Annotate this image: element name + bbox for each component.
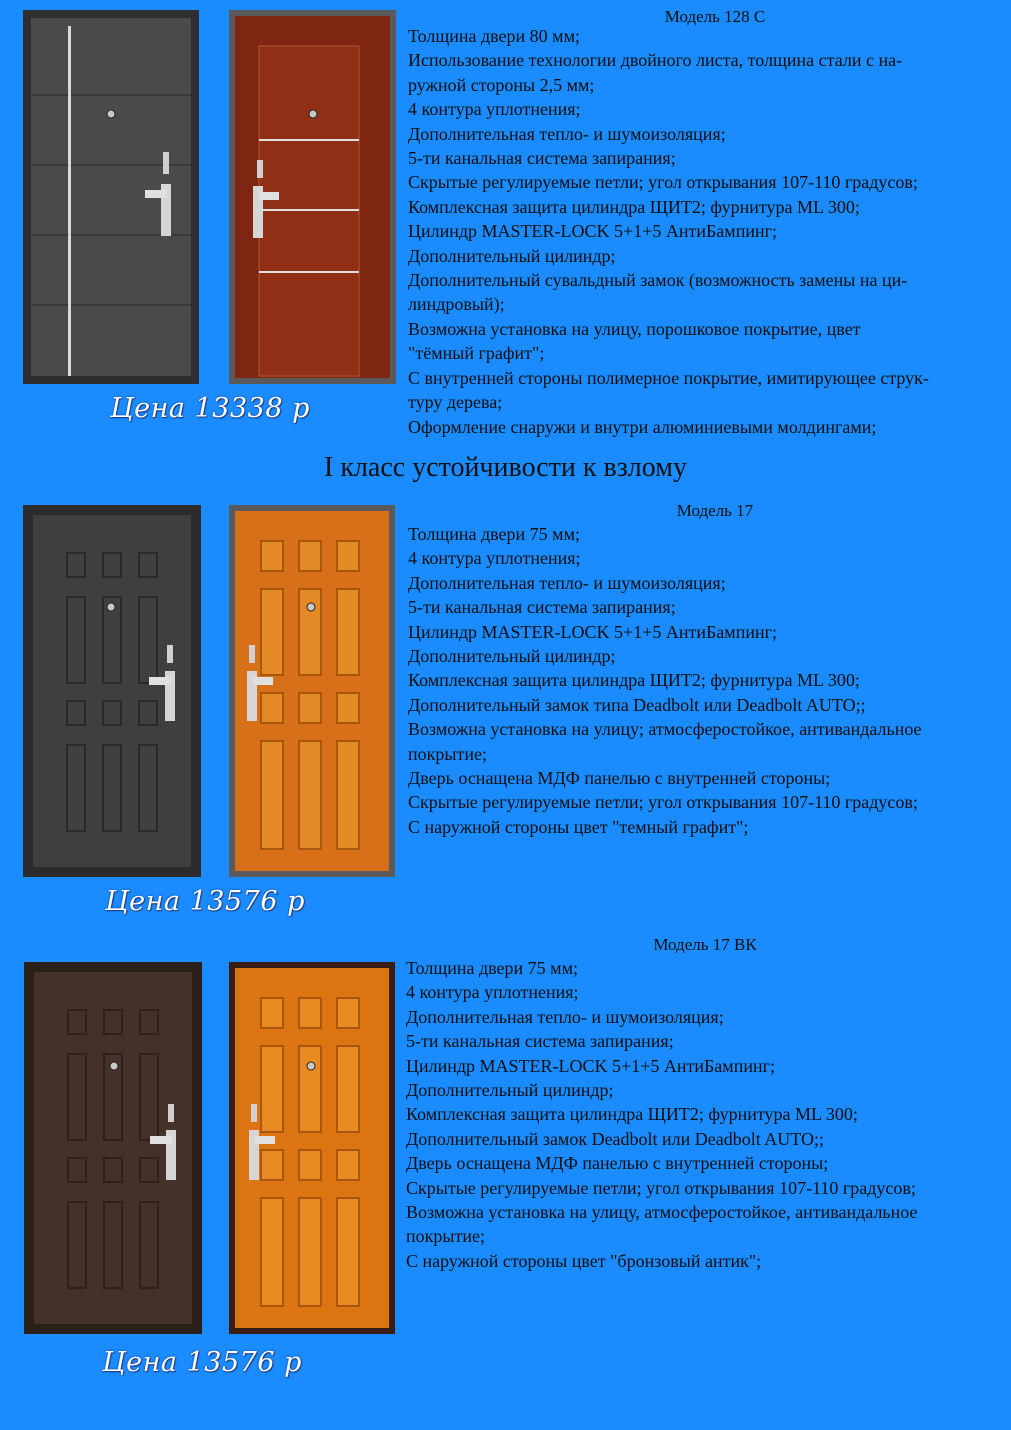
spec-line: 4 контура уплотнения; (408, 99, 581, 120)
spec-line: Цилиндр MASTER-LOCK 5+1+5 АнтиБампинг; (406, 1055, 775, 1076)
spec-line: покрытие; (406, 1226, 485, 1247)
model-title: Модель 17 ВК (653, 935, 757, 954)
price-label: Цена 13576 р (105, 886, 305, 917)
spec-line: Возможна установка на улицу, порошковое покрытие, цвет (408, 318, 861, 339)
spec-line: Дополнительный замок типа Deadbolt или Deadbolt AUTO;; (408, 694, 866, 715)
spec-line: ружной стороны 2,5 мм; (408, 74, 595, 95)
door-17vk-exterior (24, 962, 202, 1334)
spec-line: покрытие; (408, 743, 487, 764)
spec-list (408, 522, 1008, 839)
door-17-exterior (23, 505, 201, 877)
spec-line: С наружной стороны цвет "бронзовый антик"; (406, 1250, 762, 1271)
spec-line: 4 контура уплотнения; (406, 982, 579, 1003)
price-label: Цена 13338 р (110, 393, 310, 424)
spec-line: "тёмный графит"; (408, 343, 545, 364)
spec-line: Цилиндр MASTER-LOCK 5+1+5 АнтиБампинг; (408, 621, 777, 642)
spec-line: Толщина двери 75 мм; (406, 958, 578, 978)
spec-list (406, 956, 1006, 1273)
resistance-class-heading: I класс устойчивости к взлому (324, 452, 687, 483)
door-17vk-interior (229, 962, 395, 1334)
spec-line: Комплексная защита цилиндра ЩИТ2; фурнитура ML 300; (408, 670, 860, 691)
spec-line: Дополнительная тепло- и шумоизоляция; (406, 1006, 724, 1027)
spec-line: Дверь оснащена МДФ панелью с внутренней стороны; (408, 768, 831, 789)
spec-line: туру дерева; (408, 392, 503, 413)
spec-line: Возможна установка на улицу; атмосферостойкое, антивандальное (408, 719, 922, 740)
spec-line: Дополнительная тепло- и шумоизоляция; (408, 123, 726, 144)
spec-line: Использование технологии двойного листа, толщина стали с на- (408, 50, 903, 71)
spec-list (408, 24, 1008, 439)
model-title: Модель 17 (676, 501, 754, 520)
spec-line: Скрытые регулируемые петли; угол открывания 107-110 градусов; (408, 172, 918, 193)
spec-line: Возможна установка на улицу, атмосферостойкое, антивандальное (406, 1202, 918, 1223)
spec-line: Дополнительный цилиндр; (406, 1080, 614, 1101)
spec-line: С внутренней стороны полимерное покрытие, имитирующее струк- (408, 367, 929, 388)
spec-line: С наружной стороны цвет "темный графит"; (408, 816, 749, 837)
spec-line: Дверь оснащена МДФ панелью с внутренней стороны; (406, 1153, 829, 1174)
spec-line: Дополнительная тепло- и шумоизоляция; (408, 572, 726, 593)
spec-line: Оформление снаружи и внутри алюминиевыми молдингами; (408, 416, 877, 437)
spec-line: 5-ти канальная система запирания; (408, 148, 676, 169)
spec-line: Скрытые регулируемые петли; угол открывания 107-110 градусов; (408, 792, 918, 813)
spec-line: Толщина двери 80 мм; (408, 26, 580, 46)
spec-line: 5-ти канальная система запирания; (408, 597, 676, 618)
door-128c-exterior (23, 10, 199, 384)
spec-line: Дополнительный сувальдный замок (возможность замены на ци- (408, 270, 908, 291)
spec-line: 4 контура уплотнения; (408, 548, 581, 569)
model-title: Модель 128 С (664, 7, 766, 26)
spec-line: Комплексная защита цилиндра ЩИТ2; фурнитура ML 300; (406, 1104, 858, 1125)
spec-line: Цилиндр MASTER-LOCK 5+1+5 АнтиБампинг; (408, 221, 777, 242)
spec-line: Дополнительный замок Deadbolt или Deadbolt AUTO;; (406, 1128, 824, 1149)
door-17-interior (229, 505, 395, 877)
spec-line: Толщина двери 75 мм; (408, 524, 580, 544)
spec-line: Комплексная защита цилиндра ЩИТ2; фурнитура ML 300; (408, 196, 860, 217)
price-label: Цена 13576 р (102, 1347, 302, 1378)
spec-line: Скрытые регулируемые петли; угол открывания 107-110 градусов; (406, 1177, 916, 1198)
spec-line: 5-ти канальная система запирания; (406, 1031, 674, 1052)
door-128c-interior (229, 10, 396, 384)
spec-line: Дополнительный цилиндр; (408, 245, 616, 266)
spec-line: Дополнительный цилиндр; (408, 646, 616, 667)
spec-line: линдровый); (408, 294, 505, 315)
